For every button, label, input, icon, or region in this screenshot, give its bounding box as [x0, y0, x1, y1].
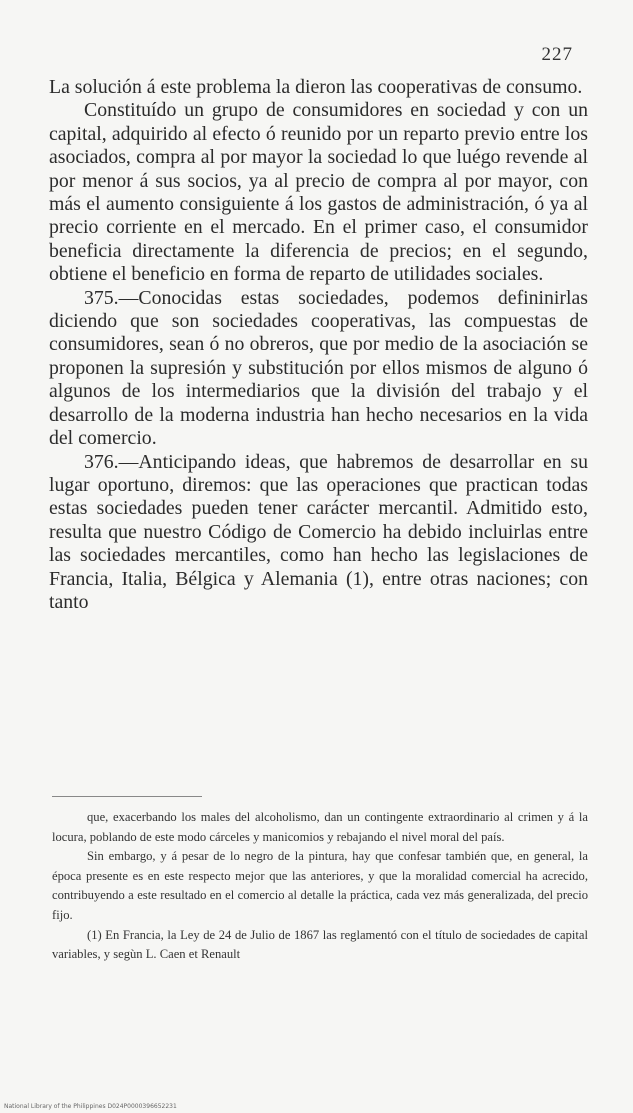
footnote: (1) En Francia, la Ley de 24 de Julio de 1867 las reglamentó con el título de sociedades de capital variables, y segùn L. Caen et Renault [52, 927, 588, 962]
page-number: 227 [541, 44, 573, 65]
footnote: Sin embargo, y á pesar de lo negro de la pintura, hay que confesar también que, en general, la época presente es en este respecto mejor que las anteriores, y que la moralidad comercial ha acrecido, contribuyendo a este resultado en el comercio al detalle la práctica, cada vez más generalizada, del precio fijo. [52, 849, 588, 922]
footnotes [52, 808, 588, 965]
paragraph: La solución á este problema la dieron las cooperativas de consumo. [49, 76, 583, 98]
paragraph: 376.—Anticipando ideas, que habremos de desarrollar en su lugar oportuno, diremos: que las operaciones que practican todas estas sociedades pueden tener carácter mercantil. Admitido esto, resulta que nuestro Código de Comercio ha debido incluirlas entre las sociedades mercantiles, como han hecho las legislaciones de Francia, Italia, Bélgica y Alemania (1), entre otras naciones; con tanto [49, 450, 588, 613]
main-text [49, 76, 588, 614]
footnote: que, exacerbando los males del alcoholismo, dan un contingente extraordinario al crimen y á la locura, poblando de este modo cárceles y manicomios y rebajando el nivel moral del país. [52, 810, 588, 844]
paragraph: 375.—Conocidas estas sociedades, podemos defininirlas diciendo que son sociedades cooperativas, las compuestas de consumidores, sean ó no obreros, que por medio de la asociación se proponen la supresión y substitución por ellos mismos de alguno ó algunos de los intermediarios que la división del trabajo y el desarrollo de la moderna industria han hecho necesarios en la vida del comercio. [49, 286, 588, 450]
paragraph: Constituído un grupo de consumidores en sociedad y con un capital, adquirido al efecto ó reunido por un reparto previo entre los asociados, compra al por mayor la sociedad lo que luégo revende al por menor á sus socios, ya al precio de compra al por mayor, con más el aumento consiguiente á los gastos de administración, ó ya al precio corriente en el mercado. En el primer caso, el consumidor beneficia directamente la diferencia de precios; en el segundo, obtiene el beneficio en forma de reparto de utilidades sociales. [49, 99, 588, 286]
library-stamp: National Library of the Philippines D024P0000396652231 [4, 1103, 177, 1110]
footnote-divider [52, 796, 202, 797]
